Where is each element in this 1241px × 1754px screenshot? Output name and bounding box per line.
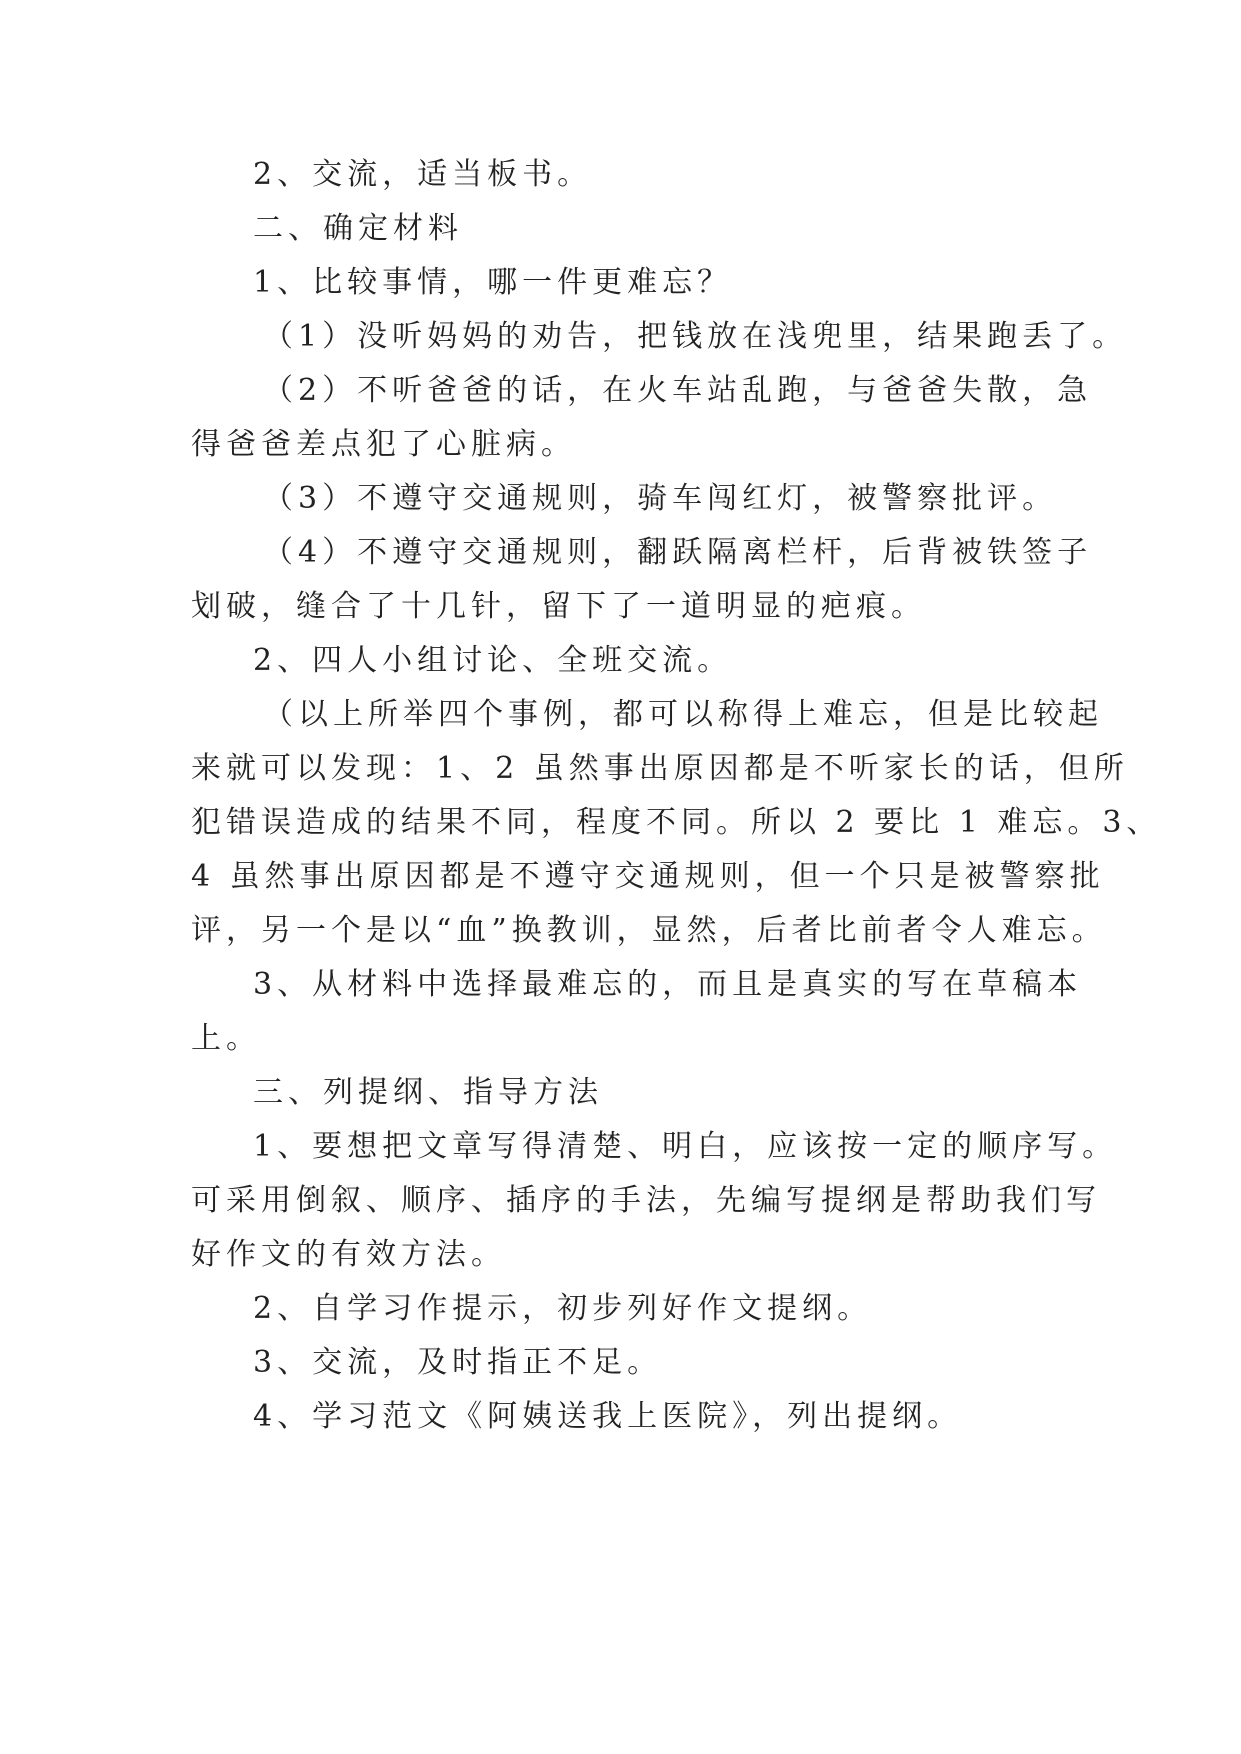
paragraph-line: 来就可以发现：1、2 虽然事出原因都是不听家长的话，但所 <box>191 751 1129 786</box>
paragraph-line: 2、自学习作提示，初步列好作文提纲。 <box>253 1291 873 1326</box>
paragraph-line: 划破，缝合了十几针，留下了一道明显的疤痕。 <box>191 589 926 624</box>
paragraph-line: 1、比较事情，哪一件更难忘？ <box>253 265 733 300</box>
paragraph-line: 可采用倒叙、顺序、插序的手法，先编写提纲是帮助我们写 <box>191 1183 1101 1218</box>
paragraph-line: 上。 <box>191 1021 261 1056</box>
paragraph-line: （4）不遵守交通规则，翻跃隔离栏杆，后背被铁签子 <box>263 535 1093 570</box>
paragraph-line: （以上所举四个事例，都可以称得上难忘，但是比较起 <box>263 697 1103 732</box>
paragraph-line: （3）不遵守交通规则，骑车闯红灯，被警察批评。 <box>263 481 1058 516</box>
paragraph-line: 2、四人小组讨论、全班交流。 <box>253 643 733 678</box>
paragraph-line: 好作文的有效方法。 <box>191 1237 506 1272</box>
section-heading: 三、列提纲、指导方法 <box>253 1075 603 1110</box>
paragraph-line: 2、交流，适当板书。 <box>253 157 593 192</box>
section-heading: 二、确定材料 <box>253 211 463 246</box>
paragraph-line: 得爸爸差点犯了心脏病。 <box>191 427 576 462</box>
paragraph-line: 3、从材料中选择最难忘的，而且是真实的写在草稿本 <box>253 967 1083 1002</box>
paragraph-line: 犯错误造成的结果不同，程度不同。所以 2 要比 1 难忘。3、 <box>191 805 1162 840</box>
paragraph-line: 4 虽然事出原因都是不遵守交通规则，但一个只是被警察批 <box>191 859 1105 894</box>
paragraph-line: 3、交流，及时指正不足。 <box>253 1345 663 1380</box>
paragraph-line: 评，另一个是以“血”换教训，显然，后者比前者令人难忘。 <box>191 913 1107 948</box>
paragraph-line: （2）不听爸爸的话，在火车站乱跑，与爸爸失散，急 <box>263 373 1093 408</box>
paragraph-line: 4、学习范文《阿姨送我上医院》，列出提纲。 <box>253 1399 963 1434</box>
paragraph-line: 1、要想把文章写得清楚、明白，应该按一定的顺序写。 <box>253 1129 1118 1164</box>
paragraph-line: （1）没听妈妈的劝告，把钱放在浅兜里，结果跑丢了。 <box>263 319 1128 354</box>
